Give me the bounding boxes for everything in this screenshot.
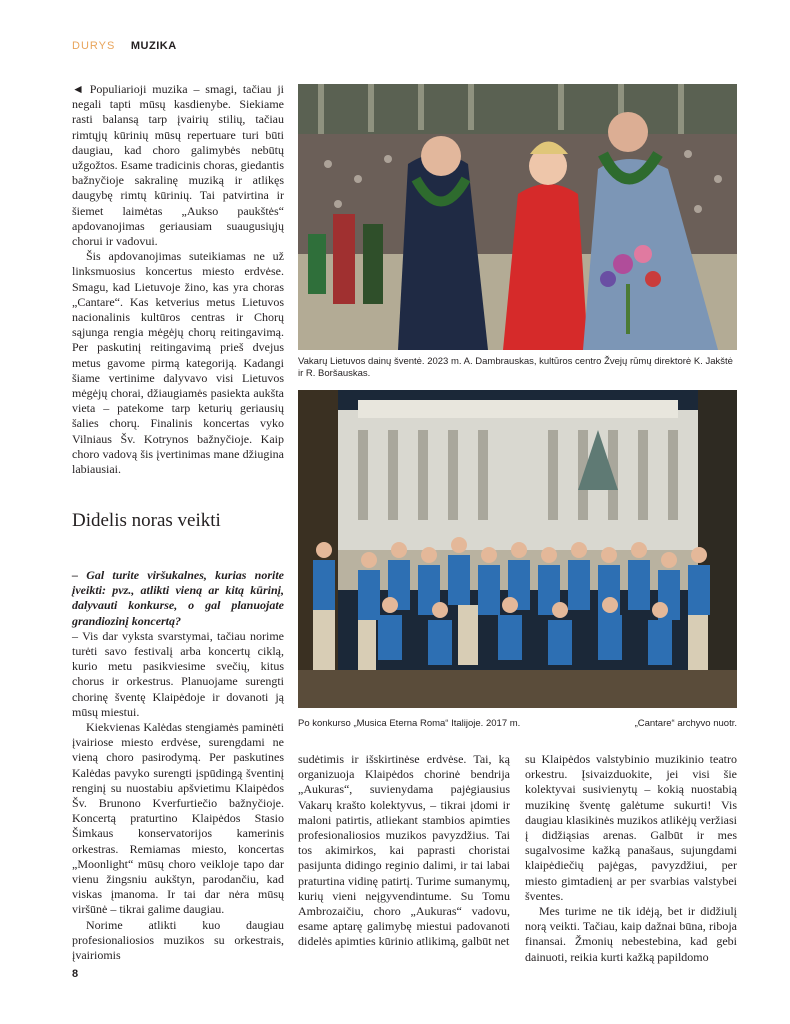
section-heading: Didelis noras veikti	[72, 510, 221, 531]
middle-column	[298, 752, 510, 950]
page-number: 8	[72, 968, 79, 980]
photo-credit: „Cantare“ archyvo nuotr.	[634, 718, 737, 729]
right-column	[525, 752, 737, 965]
section-name: MUZIKA	[130, 40, 177, 52]
running-header	[72, 40, 177, 52]
paragraph: – Vis dar vyksta svarstymai, tačiau norime turėti savo festivalį arba koncertų ciklą, kurio metu pasikviesime svečių, kitus chorus ir orkestrus. Planuojame surengti chorinę šventę Klaipėdoje ir dovanoti ją mūsų miestui.	[72, 628, 284, 719]
photo-song-festival-illustration	[298, 84, 737, 350]
paragraph: sudėtimis ir išskirtinėse erdvėse. Tai, ką organizuoja Klaipėdos chorinė bendrija „Aukuras“, suvienydama pajėgiausius Vakarų krašto kolektyvus, – tikrai įdomi ir maloni patirtis, atliekant stambios apimties profesionaliosios muzikos pavyzdžius. Tai tos akimirkos, kai paprasti choristai pasijunta didingo reginio dalimi, ir tai labai praturtina vidinę patirtį. Turime sumanymų, kurių vieni neįgyvendintume. Su Tomu Ambrozaičiu, choro „Aukuras“ vadovu, esame aptarę galimybę miestui padovanoti didelės apimties kūrinio atlikimą, galbūt net	[298, 752, 510, 949]
left-column-bottom	[72, 568, 284, 963]
photo-rome-choir	[298, 390, 737, 708]
paragraph: Mes turime ne tik idėją, bet ir didžiulį norą veikti. Tačiau, kaip dažnai būna, riboja finansai. Žmonių nebestebina, kad gebi dainuoti, reikia kurti kažką papildomo	[525, 904, 737, 964]
photo-caption-top: Vakarų Lietuvos dainų šventė. 2023 m. A. Dambrauskas, kultūros centro Žvejų rūmų direktorė K. Jakštė ir R. Boršauskas.	[298, 356, 733, 379]
photo-caption-bottom: Po konkurso „Musica Eterna Roma“ Italijoje. 2017 m.	[298, 718, 521, 729]
left-column-top	[72, 82, 284, 477]
paragraph: Šis apdovanojimas suteikiamas ne už linksmuosius koncertus miesto erdvėse. Smagu, kad Lietuvoje žino, kas yra choras „Cantare“. Kas ketverius metus Lietuvos nacionalinis kultūros centras ir Chorų sąjunga rengia mėgėjų chorų reitingavimą. Per paskutinį reitingavimą prieš dvejus metus gavome pirmą kategoriją. Kadangi šiame vertinime dalyvavo visi Lietuvos mėgėjų chorai, džiaugiamės pasiekta aukšta vieta – patekome tarp keturių geriausių šalies chorų. Finalinis koncertas vyko Vilniaus Šv. Kotrynos bažnyčioje. Kaip choro vadovą šis įvertinimas mane džiugina labiausiai.	[72, 249, 284, 477]
paragraph: su Klaipėdos valstybinio muzikinio teatro orkestru. Įsivaizduokite, jei visi šie kolektyvai susivienytų – kokią nuostabią muzikinę šventę galėtume sukurti! Vis daugiau klasikinės muzikos atlikėjų veržiasi į didžiąsias arenas. Galbūt ir mes sugalvosime kažką panašaus, sujungdami klaipėdiečių pajėgas, pavyzdžiui, per miesto gimtadienį ar per svarbias valstybei šventes.	[525, 752, 737, 903]
paragraph: Kiekvienas Kalėdas stengiamės paminėti įvairiose miesto erdvėse, surengdami ne vieną choro pasirodymą. Per paskutines Kalėdas pavyko surengti įspūdingą šventinį renginį su nuostabiu apšvietimu Klaipėdos Šv. Brunono Kverfurtiečio bažnyčioje. Koncertą praturtino Klaipėdos Stasio Šimkaus konservatorijos kamerinis orkestras. Remiamas miesto, koncertas „Moonlight“ mūsų choro veikloje tapo dar vienu žingsniu aukštyn, parodančiu, kad viskas įmanoma. Ir tai dar nėra mūsų viršūnė – tikrai galime daugiau.	[72, 720, 284, 917]
photo-rome-choir-illustration	[298, 390, 737, 708]
photo-song-festival	[298, 84, 737, 350]
paragraph: Norime atlikti kuo daugiau profesionaliosios muzikos su orkestrais, įvairiomis	[72, 917, 284, 963]
interview-question: – Gal turite viršukalnes, kurias norite įveikti: pvz., atlikti vieną ar kitą kūrinį, dalyvauti konkurse, o gal planuojate grandiozinį koncertą?	[72, 568, 284, 628]
magazine-name: DURYS	[72, 40, 116, 52]
paragraph: ◄ Populiarioji muzika – smagi, tačiau ji negali tapti mūsų kasdienybe. Siekiame rasti balansą tarp įvairių stilių, tačiau rimtųjų kūrinių mūsų repertuare turi būti daugiau, kad choro galimybės nebūtų užgožtos. Esame tradicinis choras, giedantis bažnyčioje sakralinę muziką ir atlikęs daugybę rimtų kūrinių. Tai patvirtina ir šiemet laimėtas „Aukso paukštės“ apdovanojimas geriausiam suaugusiųjų chorui ir vadovui.	[72, 82, 284, 249]
